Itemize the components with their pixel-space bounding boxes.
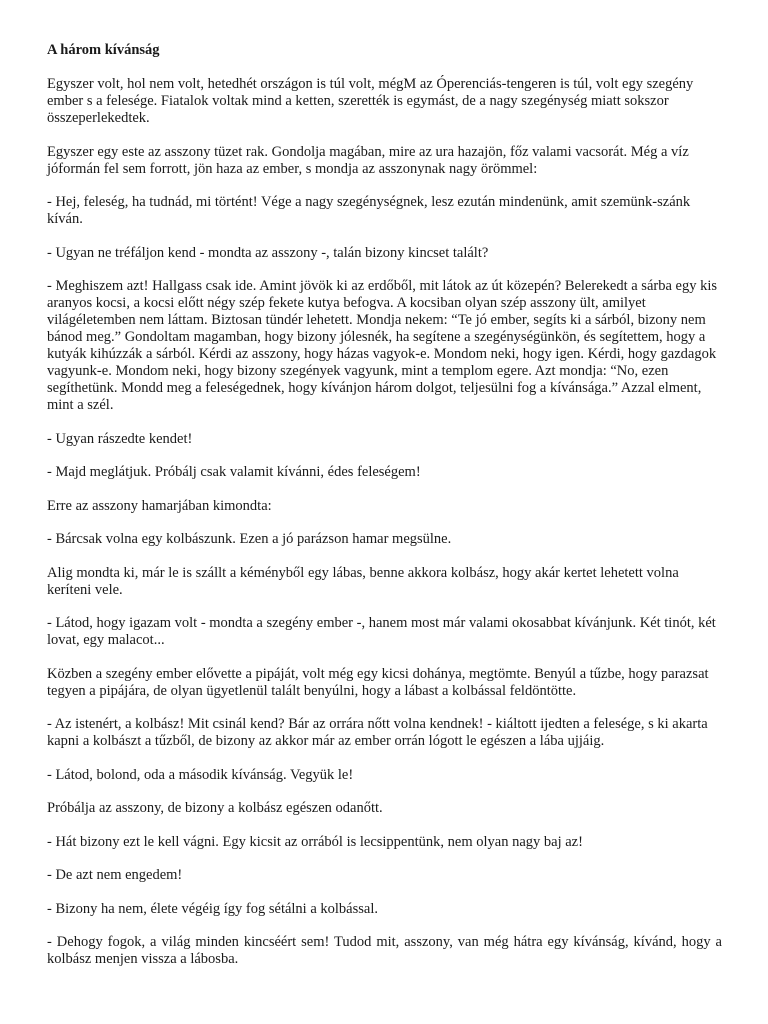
paragraph-12: Közben a szegény ember elővette a pipáját, volt még egy kicsi dohánya, megtömte. Benyúl a tűzbe, hogy parazsat tegyen a pipájára, de olyan ügyetlenül talált benyúlni, hogy a lábast a kolbással feldöntötte. <box>47 665 709 699</box>
paragraph-6: - Ugyan rászedte kendet! <box>47 430 193 447</box>
paragraph-4: - Ugyan ne tréfáljon kend - mondta az asszony -, talán bizony kincset talált? <box>47 244 489 261</box>
paragraph-9: - Bárcsak volna egy kolbászunk. Ezen a jó parázson hamar megsülne. <box>47 531 452 547</box>
paragraph-19: - Dehogy fogok, a világ minden kincséért sem! Tudod mit, asszony, van még hátra egy kívánság, kívánd, hogy a kolbász menjen vissza a lábosba. <box>47 934 722 967</box>
paragraph-11: - Látod, hogy igazam volt - mondta a szegény ember -, hanem most már valami okosabbat kívánjunk. Két tinót, két lovat, egy malacot... <box>47 615 716 648</box>
paragraph-8: Erre az asszony hamarjában kimondta: <box>47 497 272 514</box>
paragraph-13: - Az istenért, a kolbász! Mit csinál kend? Bár az orrára nőtt volna kendnek! - kiáltott ijedten a felesége, s ki akarta kapni a kolbászt a tűzből, de bizony az akkor már az ember orrán lógott le egészen a lába ujjáig. <box>47 716 708 749</box>
paragraph-1: Egyszer volt, hol nem volt, hetedhét országon is túl volt, mégM az Óperenciás-tengeren is túl, volt egy szegény ember s a felesége. Fiatalok voltak mind a ketten, szerették is egymást, de a nagy szegénység miatt sokszor összeperlekedtek. <box>47 76 694 126</box>
paragraph-15: Próbálja az asszony, de bizony a kolbász egészen odanőtt. <box>47 800 383 816</box>
paragraph-7: - Majd meglátjuk. Próbálj csak valamit kívánni, édes feleségem! <box>47 464 421 480</box>
paragraph-3: - Hej, feleség, ha tudnád, mi történt! Vége a nagy szegénységnek, lesz ezután mindenünk, amit szemünk-szánk kíván. <box>47 194 691 227</box>
paragraph-16: - Hát bizony ezt le kell vágni. Egy kicsit az orrából is lecsippentünk, nem olyan nagy baj az! <box>47 833 583 850</box>
paragraph-10: Alig mondta ki, már le is szállt a kéményből egy lábas, benne akkora kolbász, hogy akár kertet lehetett volna keríteni vele. <box>47 564 679 598</box>
document-title: A három kívánság <box>47 42 160 58</box>
paragraph-2: Egyszer egy este az asszony tüzet rak. Gondolja magában, mire az ura hazajön, főz valami vacsorát. Még a víz jóformán fel sem forrott, jön haza az ember, s mondja az asszonynak nagy örömmel: <box>47 143 689 177</box>
paragraph-5: - Meghiszem azt! Hallgass csak ide. Amint jövök ki az erdőből, mit látok az út közepén? Belerekedt a sárba egy kis aranyos kocsi, a kocsi előtt négy szép fekete kutya befogva. A kocsiban olyan szép asszony ült, amilyet világéletemben nem láttam. Biztosan tündér lehetett. Mondja nekem: “Te jó ember, segíts ki a sárból, bizony nem bánod meg.” Gondoltam magamban, hogy bizony jólesnék, ha segítene a szegénységünkön, és segítettem, hogy a kutyák kihúzzák a sárból. Kérdi az asszony, hogy házas vagyok-e. Mondom neki, hogy igen. Kérdi, hogy gazdagok vagyunk-e. Mondom neki, hogy bizony szegények vagyunk, mint a templom egere. Azt mondja: “No, ezen segíthetünk. Mondd meg a feleségednek, hogy kívánjon három dolgot, teljesülni fog a kívánsága.” Azzal elment, mint a szél. <box>47 278 718 413</box>
paragraph-18: - Bizony ha nem, élete végéig így fog sétálni a kolbással. <box>47 900 378 917</box>
paragraph-17: - De azt nem engedem! <box>47 867 183 883</box>
paragraph-14: - Látod, bolond, oda a második kívánság. Vegyük le! <box>47 766 354 783</box>
